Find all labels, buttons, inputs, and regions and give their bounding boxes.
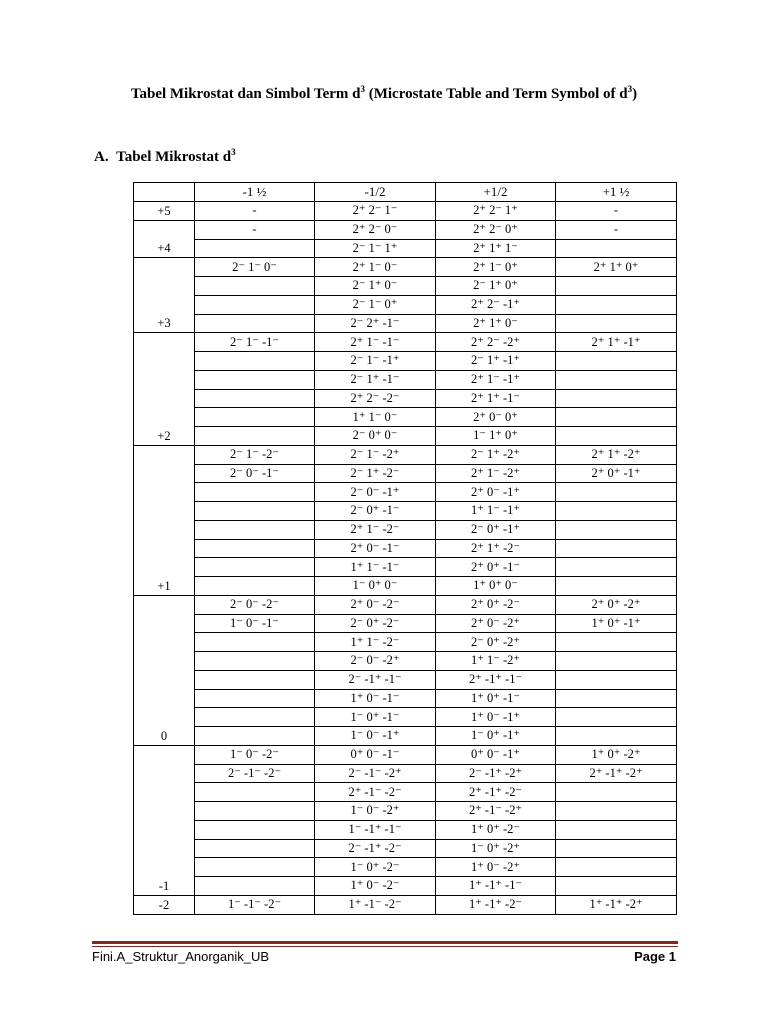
ml-total-cell [134,333,195,446]
microstate-cell [556,633,677,652]
microstate-cell: 2⁻ 1⁺ -2⁻ [315,464,436,483]
microstate-cell: 2⁺ -1⁺ -2⁻ [436,783,556,802]
microstate-cell [195,277,315,296]
table-row [134,314,677,333]
table-row [134,445,677,464]
microstate-cell [195,539,315,558]
microstate-cell: 2⁺ 0⁻ 0⁺ [436,408,556,427]
microstate-cell [195,352,315,371]
microstate-cell: 1⁺ -1⁺ -2⁺ [556,895,677,914]
microstate-cell: 2⁻ 1⁻ 1⁺ [315,239,436,258]
microstate-cell [556,502,677,521]
ml-total-cell [134,445,195,595]
microstate-cell [195,670,315,689]
microstate-cell: 2⁺ 0⁻ -2⁻ [315,595,436,614]
ml-total-label: -1 [158,878,170,893]
microstate-cell: 2⁻ -1⁺ -2⁻ [315,839,436,858]
microstate-cell [195,295,315,314]
microstate-cell: 2⁻ 1⁻ -1⁺ [315,352,436,371]
microstate-cell: 2⁺ 0⁺ -1⁺ [556,464,677,483]
microstate-cell: 2⁻ 0⁻ -1⁺ [315,483,436,502]
microstate-cell: 1⁻ -1⁻ -2⁻ [195,895,315,914]
microstate-cell [195,314,315,333]
microstate-cell [195,427,315,446]
microstate-cell [556,427,677,446]
ml-total-label: +1 [157,578,171,593]
table-row [134,764,677,783]
ml-total-cell [134,595,195,745]
microstate-cell [556,352,677,371]
microstate-cell: 2⁻ 0⁺ 0⁻ [315,427,436,446]
microstate-cell: 2⁺ 0⁺ -1⁻ [436,558,556,577]
microstate-cell [556,708,677,727]
ml-total-cell [134,220,195,258]
microstate-cell: 1⁺ 1⁻ -1⁻ [315,558,436,577]
table-row [134,539,677,558]
table-row [134,895,677,914]
microstate-cell [556,670,677,689]
microstate-cell: 2⁻ 1⁻ -2⁺ [315,445,436,464]
table-row [134,820,677,839]
microstate-cell: 1⁺ 0⁺ -2⁺ [556,745,677,764]
microstate-cell: 2⁺ 2⁻ 0⁺ [436,220,556,239]
microstate-cell: 1⁻ 0⁺ -2⁻ [315,858,436,877]
microstate-cell: 2⁺ 2⁻ 0⁻ [315,220,436,239]
table-row [134,295,677,314]
microstate-cell [195,633,315,652]
microstate-cell: 2⁻ 1⁻ 0⁻ [195,258,315,277]
header-cell: +1 ½ [556,183,677,202]
microstate-cell: 2⁺ 1⁻ -2⁺ [436,464,556,483]
ml-total-cell [134,258,195,333]
microstate-cell: 1⁻ 0⁻ -2⁺ [315,802,436,821]
table-row [134,220,677,239]
microstate-cell: 2⁺ 2⁻ 1⁻ [315,201,436,220]
microstate-cell: 1⁺ 0⁺ 0⁻ [436,577,556,596]
header-cell [134,183,195,202]
microstate-cell: 2⁺ 1⁻ 0⁺ [436,258,556,277]
microstate-cell: 2⁻ 2⁺ -1⁻ [315,314,436,333]
microstate-cell: 1⁻ 0⁺ -1⁻ [315,708,436,727]
microstate-cell: 1⁻ 0⁻ -2⁻ [195,745,315,764]
microstate-cell: 2⁺ -1⁺ -1⁻ [436,670,556,689]
microstate-cell [556,277,677,296]
microstate-cell [195,858,315,877]
table-row [134,745,677,764]
microstate-cell [556,802,677,821]
table-row [134,483,677,502]
microstate-cell: 1⁺ 1⁻ -1⁺ [436,502,556,521]
microstate-cell [556,408,677,427]
microstate-cell: 2⁻ 0⁺ -2⁻ [315,614,436,633]
microstate-cell: 1⁻ 0⁺ -1⁺ [436,727,556,746]
microstate-cell: 1⁺ 1⁻ -2⁻ [315,633,436,652]
microstate-cell [195,652,315,671]
microstate-cell: - [195,201,315,220]
microstate-cell: - [556,220,677,239]
footer-rule [92,941,678,944]
microstate-cell: 2⁺ 2⁻ -2⁺ [436,333,556,352]
microstate-cell: 1⁺ 1⁻ 0⁻ [315,408,436,427]
footer-author: Fini.A_Struktur_Anorganik_UB [92,949,270,964]
microstate-cell: 1⁺ 0⁺ -1⁺ [556,614,677,633]
microstate-cell [556,689,677,708]
microstate-cell [556,539,677,558]
microstate-cell: 2⁻ -1⁺ -2⁺ [436,764,556,783]
microstate-cell: - [195,220,315,239]
table-row [134,727,677,746]
microstate-cell: 2⁺ 1⁺ 0⁺ [556,258,677,277]
microstate-cell [195,839,315,858]
microstate-cell: 2⁺ 0⁺ -2⁻ [436,595,556,614]
microstate-cell [195,577,315,596]
ml-total-cell [134,745,195,895]
microstate-cell: 2⁻ 0⁺ -1⁻ [315,502,436,521]
header-row [134,183,677,202]
table-row [134,389,677,408]
table-row [134,464,677,483]
table-row [134,520,677,539]
table-row [134,277,677,296]
microstate-cell: 0⁺ 0⁻ -1⁺ [436,745,556,764]
microstate-cell [556,520,677,539]
table-row [134,352,677,371]
microstate-cell [195,502,315,521]
microstate-cell: 2⁺ 1⁺ 0⁻ [436,314,556,333]
microstate-cell: 1⁻ -1⁺ -1⁻ [315,820,436,839]
ml-total-label: +3 [157,316,171,331]
table-row [134,783,677,802]
microstate-cell [556,858,677,877]
table-row [134,858,677,877]
table-row [134,839,677,858]
microstate-cell: 1⁺ 0⁺ -1⁻ [436,689,556,708]
microstate-cell: 2⁺ 2⁻ -1⁺ [436,295,556,314]
microstate-cell: 2⁻ 1⁻ -2⁻ [195,445,315,464]
microstate-cell [556,820,677,839]
microstate-cell [195,558,315,577]
microstate-cell [195,802,315,821]
microstate-cell: 2⁻ 0⁺ -2⁺ [436,633,556,652]
microstate-cell: 1⁻ 0⁺ -2⁺ [436,839,556,858]
footer-rule [92,946,678,947]
table-row [134,333,677,352]
microstate-cell: 1⁻ 1⁺ 0⁺ [436,427,556,446]
microstate-cell: 0⁺ 0⁻ -1⁻ [315,745,436,764]
microstate-cell: 2⁻ 1⁺ 0⁺ [436,277,556,296]
microstate-cell [195,520,315,539]
microstate-cell: 2⁺ 1⁻ -2⁻ [315,520,436,539]
microstate-table [133,182,677,915]
microstate-cell [195,370,315,389]
ml-total-label: +5 [157,203,171,218]
microstate-cell [195,877,315,896]
microstate-cell: 2⁻ 1⁺ -1⁺ [436,352,556,371]
microstate-cell [195,389,315,408]
ml-total-cell [134,895,195,914]
table-row [134,802,677,821]
microstate-cell: 1⁻ 0⁻ -1⁻ [195,614,315,633]
microstate-cell [556,239,677,258]
microstate-cell: 2⁻ -1⁻ -2⁺ [315,764,436,783]
microstate-cell [556,483,677,502]
microstate-cell: 1⁻ 0⁺ 0⁻ [315,577,436,596]
header-cell: -1/2 [315,183,436,202]
microstate-cell [556,295,677,314]
table-row [134,595,677,614]
microstate-cell [556,727,677,746]
table-row [134,708,677,727]
microstate-cell [195,708,315,727]
ml-total-label: +4 [157,241,171,256]
microstate-cell [556,652,677,671]
microstate-cell: 2⁺ -1⁻ -2⁻ [315,783,436,802]
table-row [134,502,677,521]
microstate-cell [556,314,677,333]
microstate-cell: 1⁺ 0⁻ -2⁻ [315,877,436,896]
microstate-cell: 2⁻ 0⁺ -1⁺ [436,520,556,539]
microstate-cell: 2⁺ -1⁺ -2⁺ [556,764,677,783]
header-cell: -1 ½ [195,183,315,202]
microstate-cell [195,689,315,708]
microstate-cell: 2⁺ 1⁺ -2⁺ [556,445,677,464]
microstate-cell [195,783,315,802]
table-row [134,652,677,671]
ml-total-label: +2 [157,428,171,443]
microstate-cell: 2⁻ 1⁺ -2⁺ [436,445,556,464]
microstate-cell: 1⁺ 0⁺ -2⁻ [436,820,556,839]
microstate-cell: 2⁺ 0⁻ -1⁺ [436,483,556,502]
microstate-cell: 2⁺ 1⁻ -1⁺ [436,370,556,389]
table-row [134,633,677,652]
microstate-cell: 2⁺ 0⁺ -2⁺ [556,595,677,614]
microstate-cell: 2⁻ 1⁺ -1⁻ [315,370,436,389]
microstate-cell: 2⁻ -1⁻ -2⁻ [195,764,315,783]
table-row [134,577,677,596]
microstate-cell: 2⁻ -1⁺ -1⁻ [315,670,436,689]
microstate-cell: 2⁺ 1⁺ -1⁺ [556,333,677,352]
table-row [134,239,677,258]
microstate-cell: 2⁺ -1⁻ -2⁺ [436,802,556,821]
microstate-cell: 2⁻ 0⁻ -2⁺ [315,652,436,671]
ml-total-label: 0 [160,728,168,743]
microstate-cell: 1⁺ -1⁺ -1⁻ [436,877,556,896]
microstate-cell [195,408,315,427]
microstate-cell: - [556,201,677,220]
microstate-cell: 2⁺ 1⁺ -2⁻ [436,539,556,558]
microstate-cell: 2⁺ 1⁺ 1⁻ [436,239,556,258]
table-row [134,201,677,220]
header-cell: +1/2 [436,183,556,202]
microstate-cell: 2⁻ 0⁻ -2⁻ [195,595,315,614]
microstate-cell: 2⁺ 0⁻ -1⁻ [315,539,436,558]
microstate-cell [195,483,315,502]
microstate-cell: 1⁻ 0⁻ -1⁺ [315,727,436,746]
microstate-cell: 2⁺ 1⁺ -1⁻ [436,389,556,408]
microstate-cell: 2⁻ 1⁺ 0⁻ [315,277,436,296]
microstate-cell: 2⁻ 1⁻ -1⁻ [195,333,315,352]
microstate-cell: 1⁺ -1⁺ -2⁻ [436,895,556,914]
microstate-cell: 1⁺ 1⁻ -2⁺ [436,652,556,671]
section-heading: A. Tabel Mikrostat $d^3$ [94,147,236,165]
microstate-cell [195,820,315,839]
document-title: Tabel Mikrostat dan Simbol Term $d^3$ (Microstate Table and Term Symbol of $d^3$) [130,84,638,102]
table-row [134,670,677,689]
microstate-cell [556,558,677,577]
table-row [134,427,677,446]
table-row [134,689,677,708]
microstate-cell [556,370,677,389]
microstate-cell [556,783,677,802]
microstate-cell: 1⁺ 0⁻ -2⁺ [436,858,556,877]
microstate-cell: 2⁻ 0⁻ -1⁻ [195,464,315,483]
table-row [134,558,677,577]
microstate-cell: 2⁺ 2⁻ 1⁺ [436,201,556,220]
table-row [134,408,677,427]
table-row [134,877,677,896]
table-body [134,201,677,914]
table-row [134,258,677,277]
microstate-cell: 2⁻ 1⁻ 0⁺ [315,295,436,314]
microstate-cell [556,389,677,408]
microstate-cell: 2⁺ 1⁻ 0⁻ [315,258,436,277]
microstate-cell: 1⁺ 0⁻ -1⁺ [436,708,556,727]
microstate-cell [556,877,677,896]
table-row [134,370,677,389]
ml-total-cell [134,201,195,220]
microstate-cell: 2⁺ 1⁻ -1⁻ [315,333,436,352]
microstate-cell: 1⁺ 0⁻ -1⁻ [315,689,436,708]
footer-page-number: Page 1 [634,949,676,964]
microstate-cell: 1⁺ -1⁻ -2⁻ [315,895,436,914]
table-row [134,614,677,633]
microstate-cell [556,577,677,596]
microstate-cell [195,239,315,258]
microstate-cell: 2⁺ 2⁻ -2⁻ [315,389,436,408]
microstate-cell [195,727,315,746]
ml-total-label: -2 [158,897,170,912]
microstate-cell [556,839,677,858]
microstate-cell: 2⁺ 0⁻ -2⁺ [436,614,556,633]
